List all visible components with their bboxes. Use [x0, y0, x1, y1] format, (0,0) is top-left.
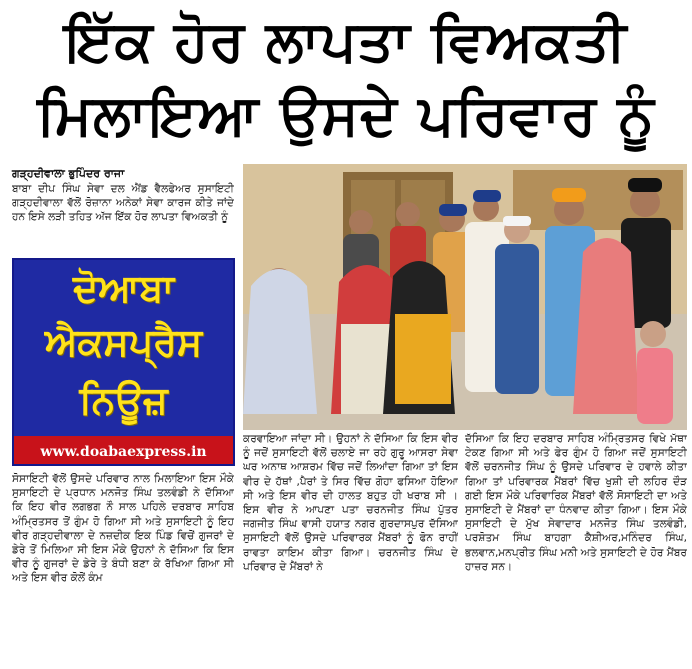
ad-line-1: ਦੋਆਬਾ [72, 266, 175, 310]
headline-line-1: ਇੱਕ ਹੋਰ ਲਾਪਤਾ ਵਿਅਕਤੀ [64, 9, 628, 74]
byline: ਗੜ੍ਹਦੀਵਾਲਾ ਭੁਪਿੰਦਰ ਰਾਜਾ [12, 167, 125, 180]
headline-line-2: ਮਿਲਾਇਆ ਉਸਦੇ ਪਰਿਵਾਰ ਨੂੰ [37, 83, 655, 148]
article-column-1: ਸੋਸਾਇਟੀ ਵੱਲੋਂ ਉਸਦੇ ਪਰਿਵਾਰ ਨਾਲ ਮਿਲਾਇਆ ਇਸ ਮੌਕੇ ਸੁਸਾਇਟੀ ਦੇ ਪ੍ਰਧਾਨ ਮਨਜੋਤ ਸਿੰਘ ਤਲਵੰਡੀ ਨੇ ਦੱਸਿਆ ਕਿ ਇਹ ਵੀਰ ਲਗਭਗ ਨੌ ਸਾਲ ਪਹਿਲੇ ਦਰਬਾਰ ਸਾਹਿਬ ਅੰਮ੍ਰਿਤਸਰ ਤੋਂ ਗੁੰਮ ਹੋ ਗਿਆ ਸੀ ਅਤੇ ਸੁਸਾਇਟੀ ਨੂੰ ਇਹ ਵੀਰ ਗੜ੍ਹਦੀਵਾਲਾ ਦੇ ਨਜ਼ਦੀਕ ਇਕ ਪਿੰਡ ਵਿਚੋਂ ਗੁਜਰਾਂ ਦੇ ਡੇਰੇ ਤੋਂ ਮਿਲਿਆ ਸੀ ਇਸ ਮੌਕੇ ਉਹਨਾਂ ਨੇ ਦੱਸਿਆ ਕਿ ਇਸ ਵੀਰ ਨੂੰ ਗੁਜਰਾਂ ਦੇ ਡੇਰੇ ਤੇ ਬੰਧੀ ਬਣਾ ਕੇ ਰੱਖਿਆ ਗਿਆ ਸੀ ਅਤੇ ਇਸ ਵੀਰ ਕੋਲੋਂ ਕੰਮ [12, 473, 234, 585]
article-column-3: ਦੱਸਿਆ ਕਿ ਇਹ ਦਰਬਾਰ ਸਾਹਿਬ ਅੰਮ੍ਰਿਤਸਰ ਵਿਖੇ ਮੱਥਾ ਟੇਕਣ ਗਿਆ ਸੀ ਅਤੇ ਫੇਰ ਗੁੰਮ ਹੋ ਗਿਆ ਜਦੋਂ ਸੁਸਾਇਟੀ ਵੱਲੋਂ ਚਰਨਜੀਤ ਸਿੰਘ ਨੂੰ ਉਸਦੇ ਪਰਿਵਾਰ ਦੇ ਹਵਾਲੇ ਕੀਤਾ ਗਿਆ ਤਾਂ ਪਰਿਵਾਰਕ ਮੈਂਬਰਾਂ ਵਿੱਚ ਖੁਸ਼ੀ ਦੀ ਲਹਿਰ ਦੌੜ ਗਈ ਇਸ ਮੌਕੇ ਪਰਿਵਾਰਿਕ ਮੈਂਬਰਾਂ ਵੱਲੋਂ ਸੋਸਾਇਟੀ ਦਾ ਅਤੇ ਸੁਸਾਇਟੀ ਦੇ ਮੈਂਬਰਾਂ ਦਾ ਧੰਨਵਾਦ ਕੀਤਾ ਗਿਆ। ਇਸ ਮੌਕੇ ਸੁਸਾਇਟੀ ਦੇ ਮੁੱਖ ਸੇਵਾਦਾਰ ਮਨਜੋਤ ਸਿੰਘ ਤਲਵੰਡੀ, ਪਰਸ਼ੋਤਮ ਸਿੰਘ ਬਾਹਗਾ ਕੈਸ਼ੀਅਰ,ਮਨਿੰਦਰ ਸਿੰਘ, ਭਲਵਾਨ,ਮਨਪ੍ਰੀਤ ਸਿੰਘ ਮਨੀ ਅਤੇ ਸੁਸਾਇਟੀ ਦੇ ਹੋਰ ਮੈਂਬਰ ਹਾਜ਼ਰ ਸਨ। [465, 433, 687, 573]
article-column-2: ਕਰਵਾਇਆ ਜਾਂਦਾ ਸੀ। ਉਹਨਾਂ ਨੇ ਦੱਸਿਆ ਕਿ ਇਸ ਵੀਰ ਨੂੰ ਜਦੋਂ ਸੁਸਾਇਟੀ ਵੱਲੋਂ ਚਲਾਏ ਜਾ ਰਹੇ ਗੁਰੂ ਆਸਰਾ ਸੇਵਾ ਘਰ ਅਨਾਥ ਆਸ਼ਰਮ ਵਿੱਚ ਜਦੋਂ ਲਿਆਂਦਾ ਗਿਆ ਤਾਂ ਇਸ ਵੀਰ ਦੇ ਹੱਥਾਂ ,ਪੈਰਾਂ ਤੇ ਸਿਰ ਵਿੱਚ ਗੋਹਾ ਫਸਿਆ ਹੋਇਆ ਸੀ ਅਤੇ ਇਸ ਵੀਰ ਦੀ ਹਾਲਤ ਬਹੁਤ ਹੀ ਖਰਾਬ ਸੀ । ਇਸ ਵੀਰ ਨੇ ਆਪਣਾ ਪਤਾ ਚਰਨਜੀਤ ਸਿੰਘ ਪੁੱਤਰ ਜਗਜੀਤ ਸਿੰਘ ਵਾਸੀ ਹਯਾਤ ਨਗਰ ਗੁਰਦਾਸਪੁਰ ਦੱਸਿਆ ਸੁਸਾਇਟੀ ਵੱਲੋਂ ਉਸਦੇ ਪਰਿਵਾਰਕ ਮੈਂਬਰਾਂ ਨੂੰ ਫੋਨ ਰਾਹੀਂ ਰਾਵਤਾ ਕਾਇਮ ਕੀਤਾ ਗਿਆ। ਚਰਨਜੀਤ ਸਿੰਘ ਦੇ ਪਰਿਵਾਰ ਦੇ ਮੈਂਬਰਾਂ ਨੇ [243, 433, 458, 573]
doaba-express-ad[interactable] [12, 258, 235, 466]
group-photo-illustration [243, 164, 687, 430]
ad-line-3: ਨਿਊਜ਼ [79, 378, 168, 422]
intro-paragraph: ਬਾਬਾ ਦੀਪ ਸਿੰਘ ਸੇਵਾ ਦਲ ਐਂਡ ਵੈਲਫੇਅਰ ਸੁਸਾਇਟੀ ਗੜ੍ਹਦੀਵਾਲਾ ਵੱਲੋਂ ਰੋਜ਼ਾਨਾ ਅਨੇਕਾਂ ਸੇਵਾ ਕਾਰਜ ਕੀਤੇ ਜਾਂਦੇ ਹਨ ਇਸੇ ਲੜੀ ਤਹਿਤ ਅੱਜ ਇੱਕ ਹੋਰ ਲਾਪਤਾ ਵਿਅਕਤੀ ਨੂੰ [12, 183, 234, 224]
group-photo [243, 164, 687, 430]
ad-line-2: ਐਕਸਪ੍ਰੈਸ [44, 320, 203, 364]
ad-url-link[interactable]: www.doabaexpress.in [40, 444, 207, 460]
